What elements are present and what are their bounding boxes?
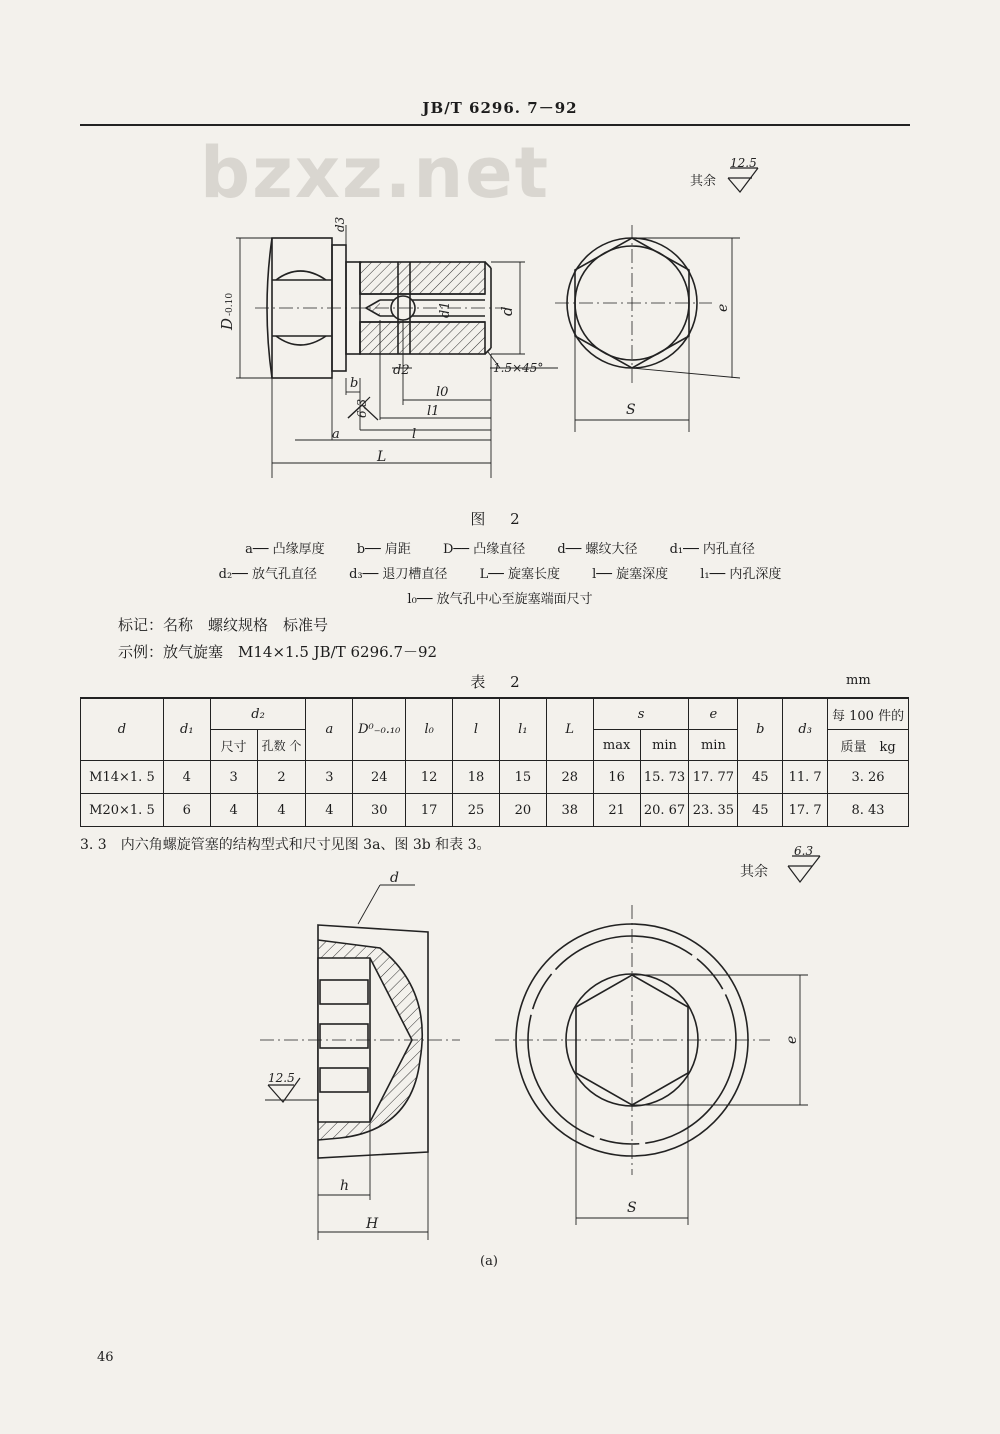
dim-d1: d1	[438, 301, 453, 318]
col-a: a	[306, 698, 353, 761]
standard-code-header: JB/T 6296. 7－92	[422, 99, 578, 117]
legend-b: b── 肩距	[356, 542, 411, 557]
cell: 3	[210, 761, 257, 794]
roughness-value-12-5-fig3a: 12.5	[268, 1071, 295, 1085]
surface-note-fig3a: 其余	[740, 864, 768, 880]
cell: 20	[499, 794, 546, 827]
dim-D-tolerance: -0.10	[225, 292, 235, 316]
cell: 17	[406, 794, 453, 827]
dim-e: e	[715, 303, 731, 312]
col-b: b	[738, 698, 783, 761]
cell: 28	[546, 761, 593, 794]
pipe-plug-end-view	[495, 905, 770, 1175]
dim-l: l	[412, 427, 417, 442]
end-view-dimensions	[575, 238, 740, 432]
cell: 45	[738, 794, 783, 827]
col-L: L	[546, 698, 593, 761]
page-number: 46	[97, 1350, 114, 1365]
dim-D: D	[218, 317, 236, 330]
figure-2-drawing	[0, 0, 1000, 510]
legend-d1: d₁── 内孔直径	[669, 542, 755, 557]
col-s-min: min	[640, 730, 689, 761]
cell: 3. 26	[828, 761, 909, 794]
table-2	[80, 697, 909, 827]
table-2-unit: mm	[846, 673, 871, 688]
cell: 25	[453, 794, 500, 827]
dim-d3: d3	[333, 216, 347, 232]
roughness-value-6-3: 6.3	[355, 398, 369, 418]
dim-l1: l1	[427, 404, 440, 419]
col-mass: 每 100 件的	[828, 698, 909, 730]
col-l: l	[453, 698, 500, 761]
plug-end-view	[555, 225, 712, 385]
marking-rule: 标记：名称 螺纹规格 标准号	[118, 616, 329, 634]
section-3-3-text: 3. 3 内六角螺旋管塞的结构型式和尺寸见图 3a、图 3b 和表 3。	[80, 837, 491, 853]
col-l1: l₁	[499, 698, 546, 761]
col-d1: d₁	[163, 698, 210, 761]
cell: 4	[306, 794, 353, 827]
col-e: e	[689, 698, 738, 730]
dim-h: h	[340, 1178, 350, 1194]
legend-d2: d₂── 放气孔直径	[218, 567, 317, 582]
dim-l0: l0	[436, 385, 449, 400]
legend-d3: d₃── 退刀槽直径	[349, 567, 448, 582]
roughness-value-6-3-fig3a: 6.3	[794, 844, 814, 858]
dim-S-fig3a: S	[627, 1200, 637, 1216]
cell: 3	[306, 761, 353, 794]
legend-row-2	[0, 563, 1000, 582]
col-d2: d₂	[210, 698, 306, 730]
cell: M14×1. 5	[81, 761, 164, 794]
pipe-plug-section-view	[260, 925, 460, 1158]
table-row	[81, 761, 909, 794]
cell: 4	[257, 794, 306, 827]
col-d3: d₃	[783, 698, 828, 761]
dim-e-fig3a: e	[784, 1035, 800, 1044]
roughness-12-5-symbol	[728, 168, 758, 192]
cell: 30	[353, 794, 406, 827]
cell: 20. 67	[640, 794, 689, 827]
cell: M20×1. 5	[81, 794, 164, 827]
cell: 15	[499, 761, 546, 794]
cell: 4	[163, 761, 210, 794]
legend-row-1	[0, 538, 1000, 557]
legend-D: D── 凸缘直径	[443, 542, 526, 557]
col-d: d	[81, 698, 164, 761]
table-row	[81, 794, 909, 827]
col-d2-count: 孔数 个	[257, 730, 306, 761]
cell: 16	[593, 761, 640, 794]
surface-note-fig2: 其余	[690, 174, 717, 189]
cell: 45	[738, 761, 783, 794]
dim-H: H	[366, 1216, 379, 1232]
legend-a: a── 凸缘厚度	[245, 542, 325, 557]
legend-l0: l₀── 放气孔中心至旋塞端面尺寸	[407, 592, 593, 607]
legend-row-3	[0, 588, 1000, 607]
cell: 8. 43	[828, 794, 909, 827]
chamfer-note: 1.5×45°	[493, 361, 544, 375]
cell: 4	[210, 794, 257, 827]
cell: 21	[593, 794, 640, 827]
cell: 12	[406, 761, 453, 794]
table-2-title: 表 2	[470, 673, 530, 691]
dim-b: b	[350, 376, 359, 391]
dim-a: a	[332, 427, 340, 442]
cell: 17. 7	[783, 794, 828, 827]
section-view-dimensions	[265, 885, 428, 1240]
figure-3a-caption: (a)	[480, 1254, 498, 1269]
cell: 23. 35	[689, 794, 738, 827]
col-e-min: min	[689, 730, 738, 761]
col-mass-kg: 质量 kg	[828, 730, 909, 761]
legend-l1: l₁── 内孔深度	[700, 567, 782, 582]
cell: 2	[257, 761, 306, 794]
dim-L: L	[377, 449, 387, 465]
legend-L: L── 旋塞长度	[479, 567, 560, 582]
roughness-6-3-symbol-fig3a	[788, 856, 820, 882]
dim-d2: d2	[393, 363, 410, 378]
col-s: s	[593, 698, 689, 730]
dim-d: d	[498, 306, 516, 316]
col-D: D⁰₋₀.₁₀	[353, 698, 406, 761]
watermark: bzxz.net	[200, 132, 551, 214]
cell: 15. 73	[640, 761, 689, 794]
col-l0: l₀	[406, 698, 453, 761]
cell: 18	[453, 761, 500, 794]
roughness-value-12-5: 12.5	[730, 156, 757, 170]
cell: 11. 7	[783, 761, 828, 794]
col-s-max: max	[593, 730, 640, 761]
cell: 6	[163, 794, 210, 827]
cell: 24	[353, 761, 406, 794]
figure-2-title: 图 2	[470, 510, 530, 528]
cell: 17. 77	[689, 761, 738, 794]
col-d2-size: 尺寸	[210, 730, 257, 761]
marking-example: 示例：放气旋塞 M14×1.5 JB/T 6296.7－92	[118, 643, 438, 661]
dim-S: S	[626, 402, 636, 418]
cell: 38	[546, 794, 593, 827]
dim-d-fig3a: d	[390, 870, 399, 886]
end-view-dimensions-fig3a	[576, 975, 808, 1225]
roughness-12-5-symbol-fig3a	[268, 1078, 300, 1102]
legend-l: l── 旋塞深度	[592, 567, 669, 582]
legend-d: d── 螺纹大径	[557, 542, 638, 557]
